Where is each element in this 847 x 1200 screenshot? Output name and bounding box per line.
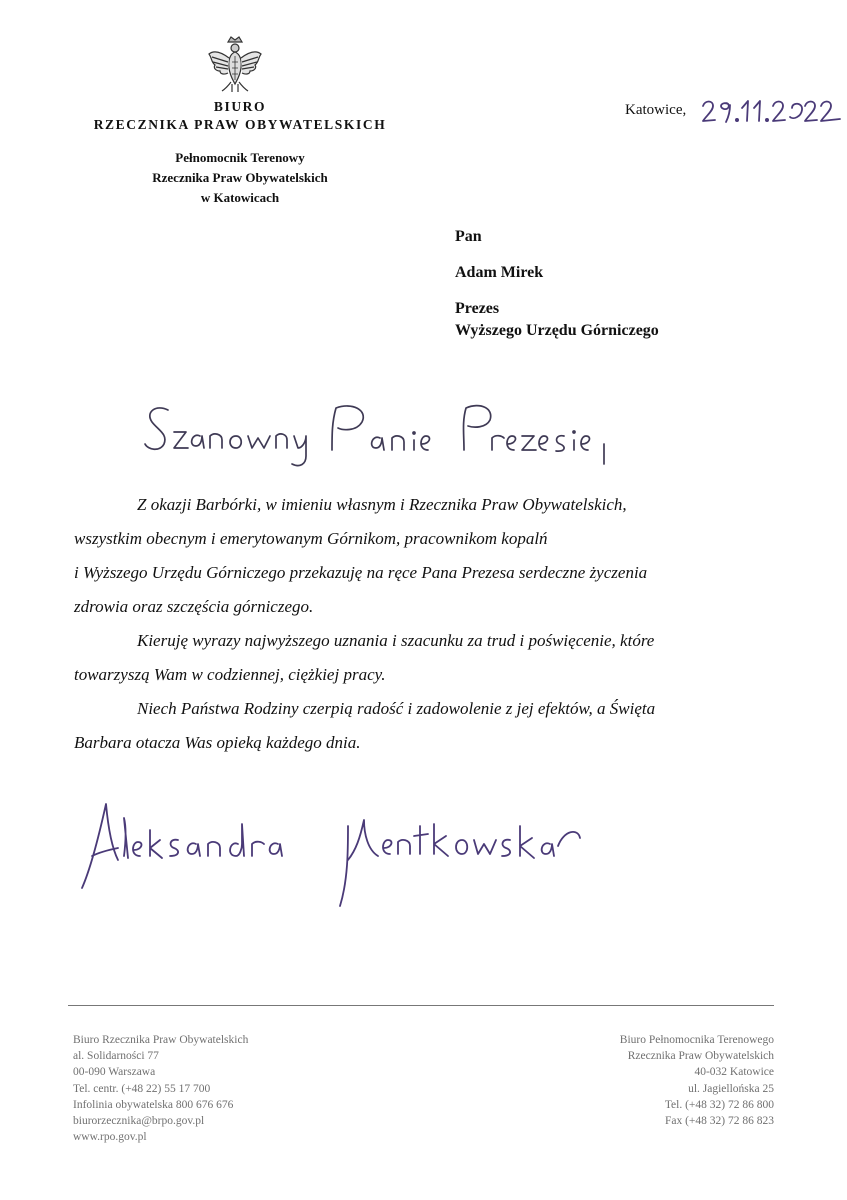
footer-website: www.rpo.gov.pl xyxy=(73,1131,147,1144)
footer-line: Fax (+48 32) 72 86 823 xyxy=(664,1115,774,1128)
office-line3: w Katowicach xyxy=(200,190,280,205)
footer-divider xyxy=(68,1005,774,1006)
place-name: Katowice, xyxy=(625,102,687,118)
body-line: wszystkim obecnym i emerytowanym Górnikom, pracownikom kopalń xyxy=(74,529,548,548)
footer-line: 00-090 Warszawa xyxy=(73,1066,156,1079)
office-line2: Rzecznika Praw Obywatelskich xyxy=(152,170,328,185)
white-eagle-emblem-icon xyxy=(206,34,264,94)
handwritten-salutation-text: Szanowny Panie Prezesie, xyxy=(142,398,153,399)
footer-line: Tel. (+48 32) 72 86 800 xyxy=(664,1098,774,1111)
footer-line: al. Solidarności 77 xyxy=(73,1050,159,1063)
recipient-title: Pan xyxy=(455,228,482,245)
handwritten-date xyxy=(700,92,845,126)
body-line: zdrowia oraz szczęścia górniczego. xyxy=(74,597,314,616)
footer-line: ul. Jagiellońska 25 xyxy=(688,1082,774,1095)
footer-line: Rzecznika Praw Obywatelskich xyxy=(627,1050,774,1063)
body-line: Barbara otacza Was opieką każdego dnia. xyxy=(74,733,361,752)
body-line: Z okazji Barbórki, w imieniu własnym i Rzecznika Praw Obywatelskich, xyxy=(137,495,627,514)
letterhead-office xyxy=(60,148,420,208)
footer-right-address xyxy=(620,1032,774,1129)
footer-left-address xyxy=(73,1032,248,1145)
handwritten-date-text: 29.11.2022 xyxy=(700,92,705,93)
handwritten-signature-text: Aleksandra Wentkowska xyxy=(78,790,88,791)
body-line: towarzyszą Wam w codziennej, ciężkiej pracy. xyxy=(74,665,386,684)
recipient-institution: Wyższego Urzędu Górniczego xyxy=(455,322,659,339)
body-line: Kieruję wyrazy najwyższego uznania i szacunku za trud i poświęcenie, które xyxy=(137,631,655,650)
body-line: Niech Państwa Rodziny czerpią radość i zadowolenie z jej efektów, a Święta xyxy=(137,699,656,718)
handwritten-signature xyxy=(78,790,608,910)
recipient-position: Prezes xyxy=(455,300,500,317)
footer-line: Biuro Pełnomocnika Terenowego xyxy=(619,1034,774,1046)
org-name-line2: RZECZNIKA PRAW OBYWATELSKICH xyxy=(93,117,387,132)
footer-line: 40-032 Katowice xyxy=(694,1066,774,1079)
footer-email: biurorzecznika@brpo.gov.pl xyxy=(73,1115,205,1128)
handwritten-salutation xyxy=(142,398,612,470)
org-name-line1: BIURO xyxy=(213,99,267,114)
footer-line: Tel. centr. (+48 22) 55 17 700 xyxy=(73,1082,211,1095)
letterhead-organization xyxy=(60,98,420,134)
body-line: i Wyższego Urzędu Górniczego przekazuję na ręce Pana Prezesa serdeczne życzenia xyxy=(74,563,648,582)
office-line1: Pełnomocnik Terenowy xyxy=(175,150,305,165)
footer-line: Biuro Rzecznika Praw Obywatelskich xyxy=(73,1034,249,1046)
footer-line: Infolinia obywatelska 800 676 676 xyxy=(73,1098,234,1111)
letter-body xyxy=(74,488,779,760)
recipient-name: Adam Mirek xyxy=(455,264,544,281)
